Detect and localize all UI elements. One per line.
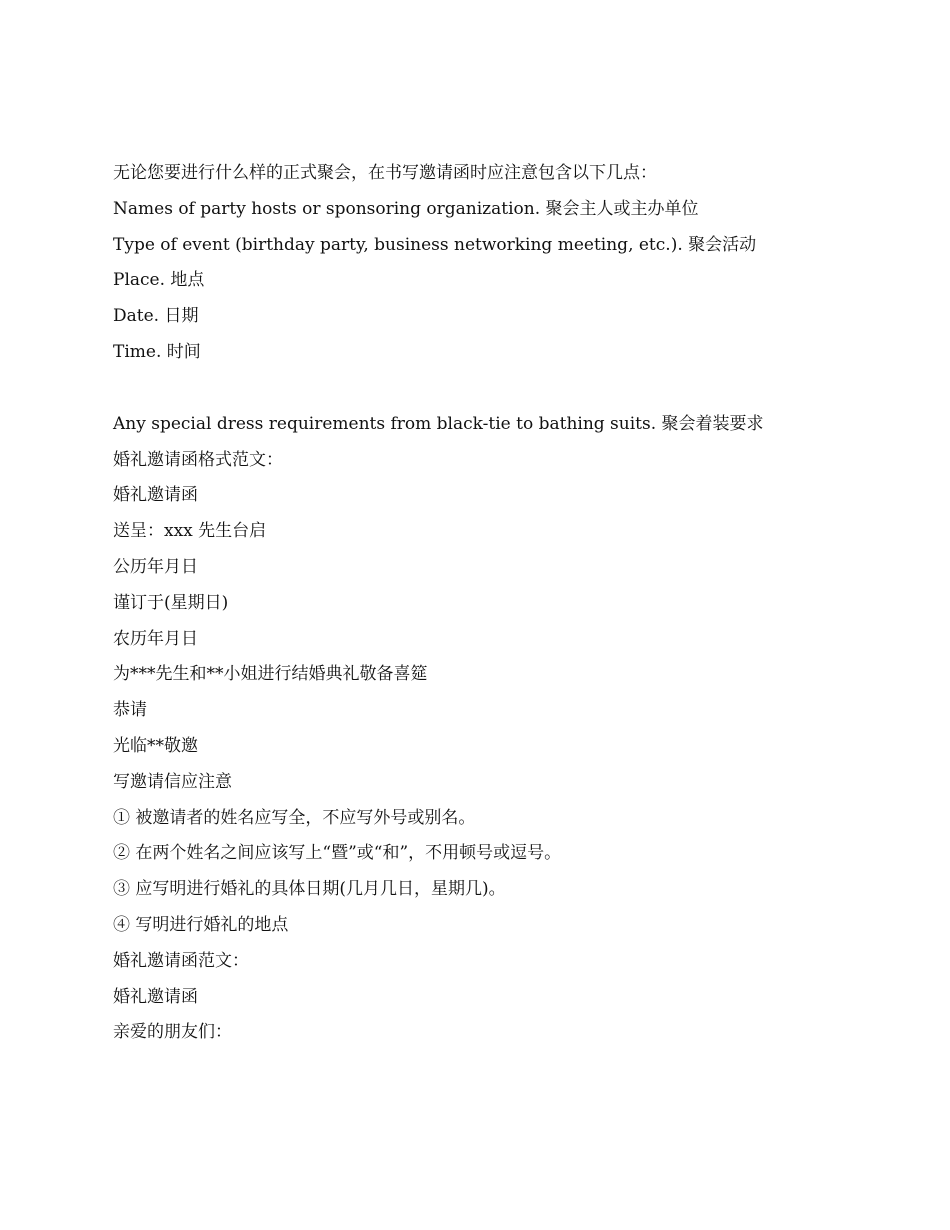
list-item-hosts: Names of party hosts or sponsoring organization. 聚会主人或主办单位 xyxy=(113,198,699,219)
list-item-time: Time. 时间 xyxy=(113,341,201,362)
list-item-dress: Any special dress requirements from black-tie to bathing suits. 聚会着装要求 xyxy=(113,413,764,434)
note-item-2: ② 在两个姓名之间应该写上“暨”或“和”，不用顿号或逗号。 xyxy=(113,843,562,864)
document-body xyxy=(113,161,893,1056)
invitation-gregorian-date: 公历年月日 xyxy=(113,556,198,577)
invitation-weekday: 谨订于(星期日) xyxy=(113,592,229,613)
blank-line xyxy=(113,376,893,412)
sample-title: 婚礼邀请函 xyxy=(113,986,198,1007)
intro-line: 无论您要进行什么样的正式聚会，在书写邀请函时应注意包含以下几点： xyxy=(113,163,657,183)
list-item-date: Date. 日期 xyxy=(113,306,199,327)
sample-salutation: 亲爱的朋友们： xyxy=(113,1022,232,1043)
invitation-request: 恭请 xyxy=(113,700,147,721)
note-item-4: ④ 写明进行婚礼的地点 xyxy=(113,914,289,935)
invitation-lunar-date: 农历年月日 xyxy=(113,628,198,649)
section-heading-sample: 婚礼邀请函范文： xyxy=(113,950,249,971)
invitation-title: 婚礼邀请函 xyxy=(113,485,198,506)
list-item-place: Place. 地点 xyxy=(113,270,205,291)
note-item-3: ③ 应写明进行婚礼的具体日期(几月几日，星期几)。 xyxy=(113,879,506,900)
section-heading-notes: 写邀请信应注意 xyxy=(113,771,232,792)
invitation-closing: 光临**敬邀 xyxy=(113,735,198,756)
invitation-recipient: 送呈：xxx 先生台启 xyxy=(113,521,267,542)
section-heading-format: 婚礼邀请函格式范文： xyxy=(113,449,283,470)
list-item-event-type: Type of event (birthday party, business networking meeting, etc.). 聚会活动 xyxy=(113,234,757,255)
note-item-1: ① 被邀请者的姓名应写全，不应写外号或别名。 xyxy=(113,807,476,828)
invitation-purpose: 为***先生和**小姐进行结婚典礼敬备喜筵 xyxy=(113,664,428,685)
